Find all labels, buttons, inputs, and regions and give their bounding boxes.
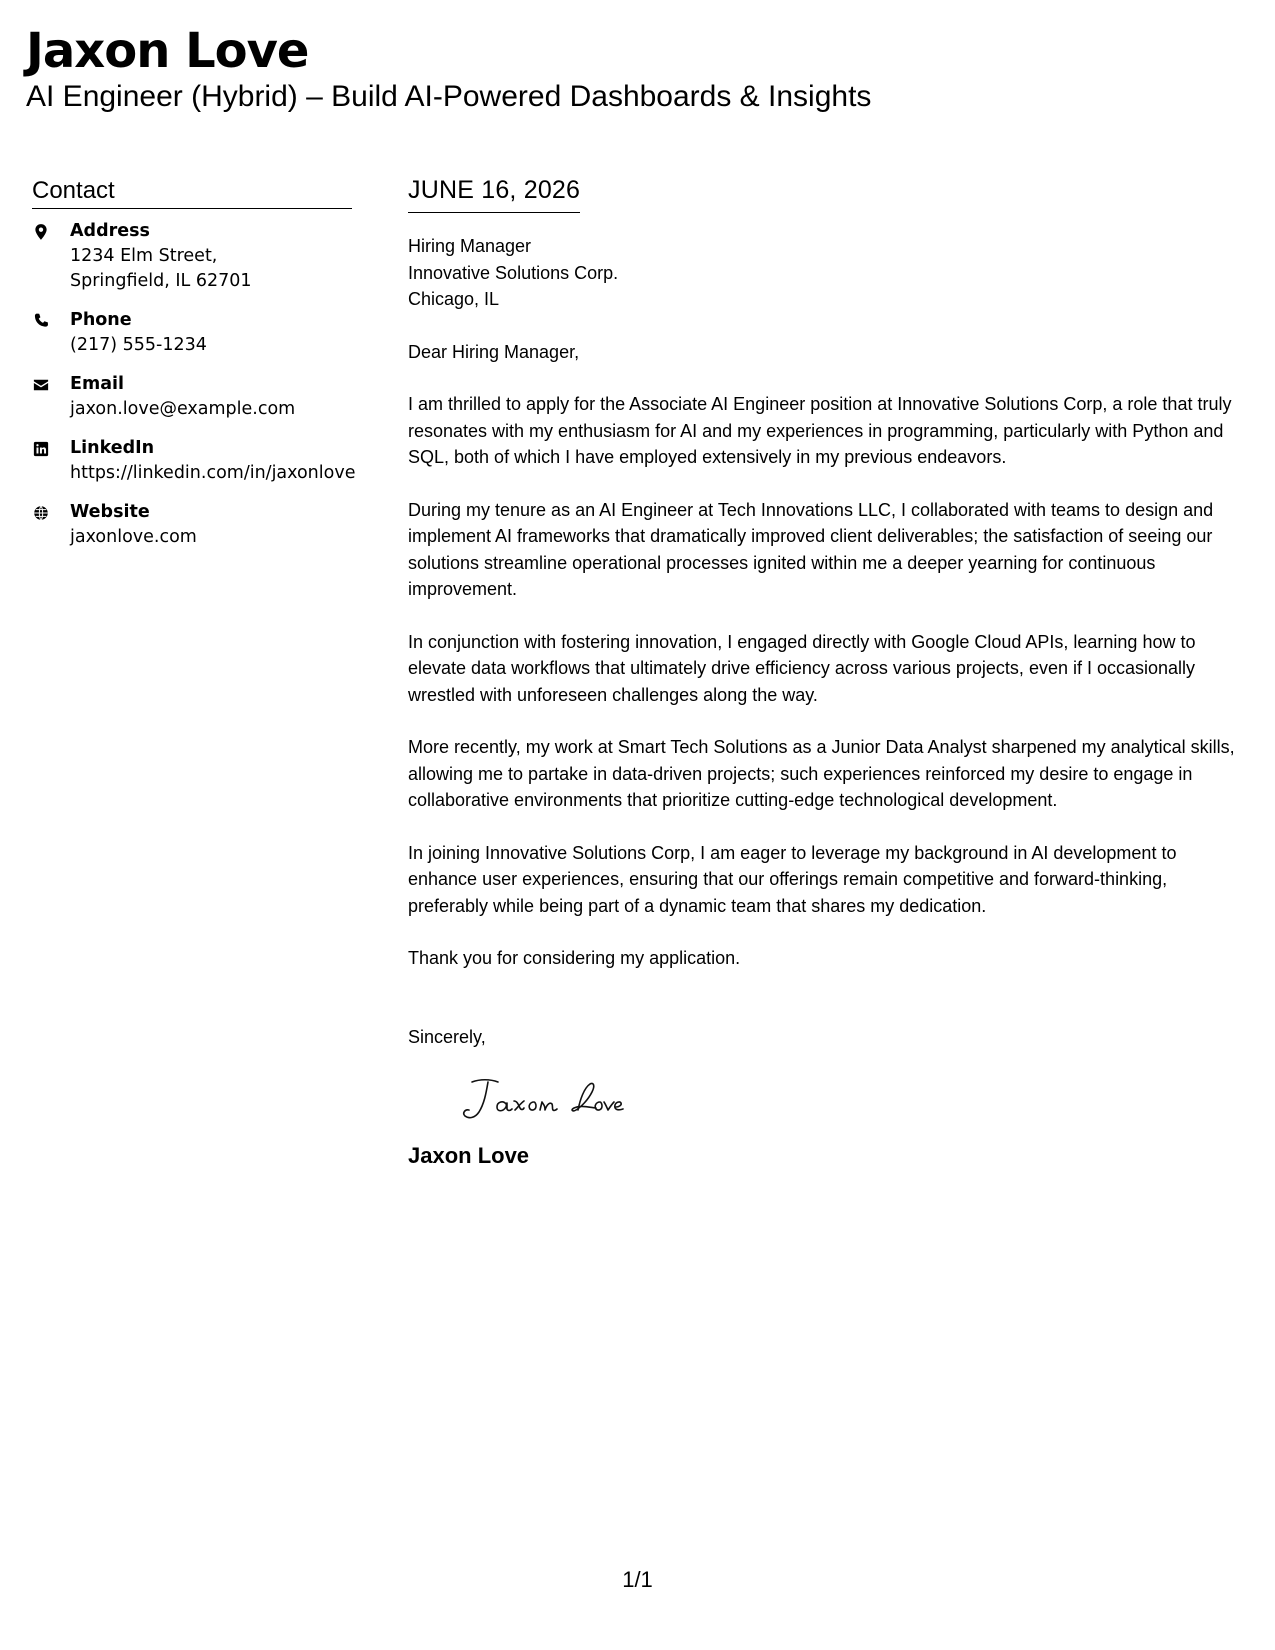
contact-phone xyxy=(32,308,352,358)
contact-label: Website xyxy=(70,502,150,522)
body-paragraph: In conjunction with fostering innovation, I engaged directly with Google Cloud APIs, learning how to elevate data workflows that ultimately drive efficiency across various projects, even if I occasionally wrestled with unforeseen challenges along the way. xyxy=(408,631,1196,705)
body-paragraph: During my tenure as an AI Engineer at Tech Innovations LLC, I collaborated with teams to design and implement AI frameworks that dramatically improved client deliverables; the satisfaction of seeing our solutions streamline operational processes ignited within me a deeper yearning for continuous improvement. xyxy=(408,499,1214,599)
signer-name: Jaxon Love xyxy=(408,1143,530,1168)
contact-email xyxy=(32,372,352,422)
contact-label: Phone xyxy=(70,310,132,330)
address-value: 1234 Elm Street, Springfield, IL 62701 xyxy=(70,246,252,291)
body-paragraph: I am thrilled to apply for the Associate AI Engineer position at Innovative Solutions Corp, a role that truly resonates with my enthusiasm for AI and my experiences in programming, particularly with Python and SQL, both of which I have employed extensively in my previous endeavors. xyxy=(408,394,1232,467)
body-paragraph: In joining Innovative Solutions Corp, I am eager to leverage my background in AI development to enhance user experiences, ensuring that our offerings remain competitive and forward-thinking, preferably while being part of a dynamic team that shares my dedication. xyxy=(408,842,1177,916)
envelope-icon xyxy=(32,372,70,396)
contact-linkedin xyxy=(32,436,356,486)
contact-sidebar xyxy=(32,176,356,564)
contact-label: LinkedIn xyxy=(70,438,155,458)
recipient-company: Innovative Solutions Corp. xyxy=(408,262,619,283)
linkedin-icon xyxy=(32,436,70,460)
contact-address xyxy=(32,219,352,294)
letter-body xyxy=(408,174,1248,1170)
globe-icon xyxy=(32,500,70,524)
thank-you-line: Thank you for considering my application. xyxy=(408,948,741,968)
recipient-location: Chicago, IL xyxy=(408,289,500,309)
phone-icon xyxy=(32,308,70,332)
job-title: AI Engineer (Hybrid) – Build AI-Powered Dashboards & Insights xyxy=(26,80,872,113)
letter-header xyxy=(26,22,1246,114)
recipient-block xyxy=(408,233,1248,313)
recipient-name: Hiring Manager xyxy=(408,236,532,256)
applicant-name: Jaxon Love xyxy=(26,23,309,79)
contact-label: Email xyxy=(70,374,124,394)
page-number: 1/1 xyxy=(622,1567,653,1592)
body-paragraph: More recently, my work at Smart Tech Solutions as a Junior Data Analyst sharpened my analytical skills, allowing me to partake in data-driven projects; such experiences reinforced my desire to engage in collaborative environments that prioritize cutting-edge technological development. xyxy=(408,737,1235,810)
contact-label: Address xyxy=(70,221,150,241)
website-link[interactable]: jaxonlove.com xyxy=(70,527,197,547)
linkedin-link[interactable]: https://linkedin.com/in/jaxonlove xyxy=(70,463,356,483)
phone-value[interactable]: (217) 555-1234 xyxy=(70,335,207,355)
contact-website xyxy=(32,500,352,550)
handwritten-signature xyxy=(452,1070,642,1126)
contact-heading: Contact xyxy=(32,176,352,209)
email-link[interactable]: jaxon.love@example.com xyxy=(70,399,296,419)
letter-date: JUNE 16, 2026 xyxy=(408,174,580,213)
closing: Sincerely, xyxy=(408,1026,486,1047)
map-pin-icon xyxy=(32,219,70,243)
salutation: Dear Hiring Manager, xyxy=(408,341,580,362)
